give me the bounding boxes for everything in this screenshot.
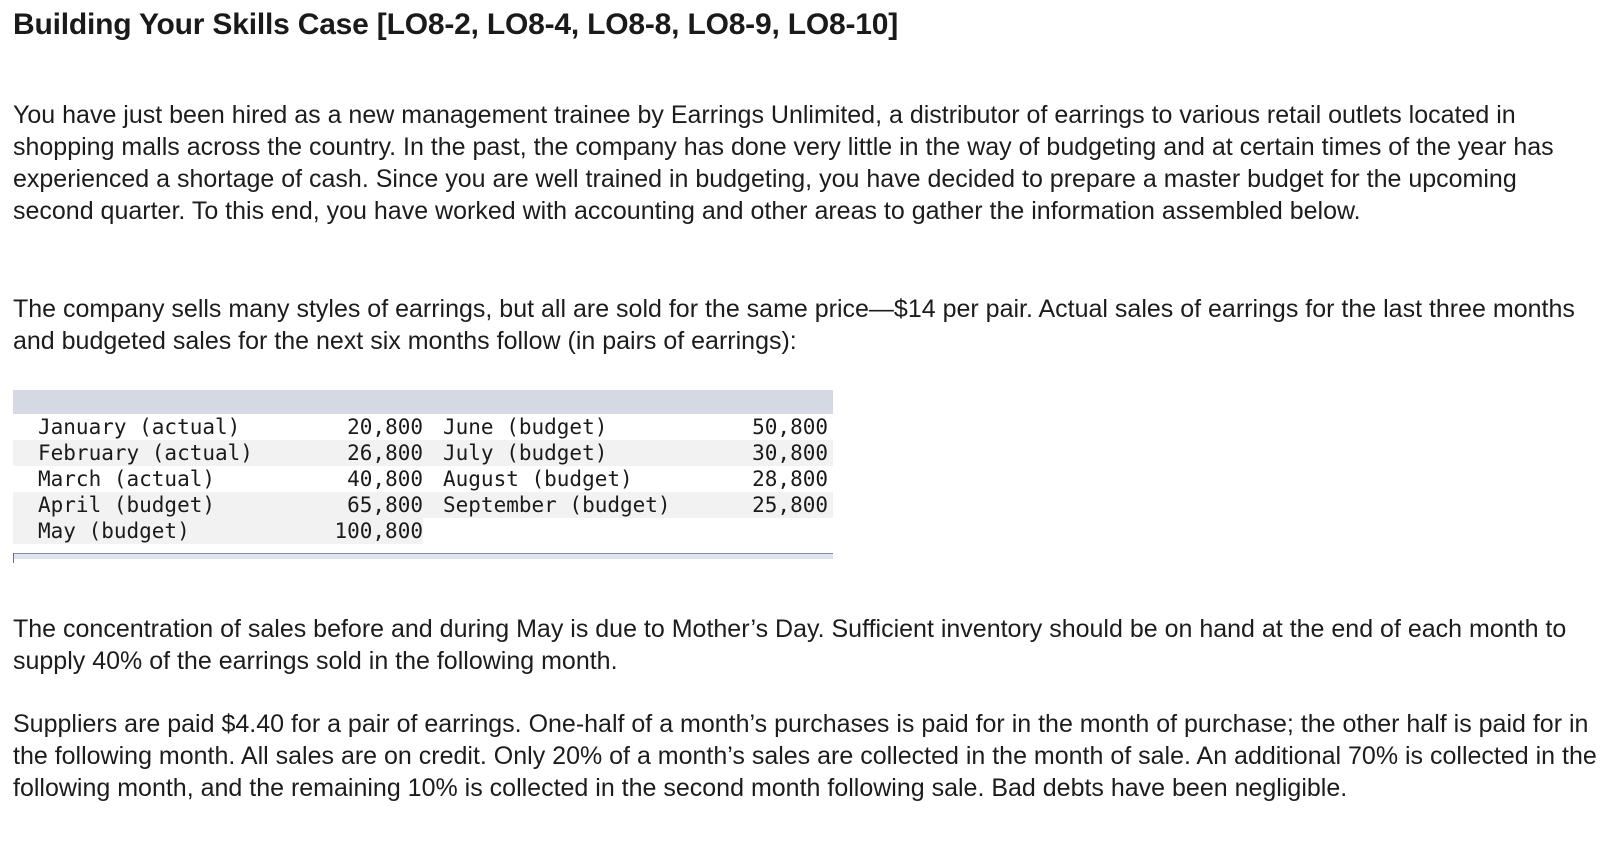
sales-table [13,390,833,570]
intro-paragraph: You have just been hired as a new management trainee by Earrings Unlimited, a distributor of earrings to various retail outlets located in shopping malls across the country. In the past, the company has done very little in the way of budgeting and at certain times of the year has experienced a shortage of cash. Since you are well trained in budgeting, you have decided to prepare a master budget for the upcoming second quarter. To this end, you have worked with accounting and other areas to gather the information assembled below. [13,101,1554,225]
month-label: May (budget) [38,519,190,543]
table-footer-bar [13,553,833,559]
sales-value: 100,800 [334,519,423,543]
sales-value: 25,800 [752,493,828,517]
month-label: July (budget) [443,441,608,465]
sales-value: 40,800 [347,467,423,491]
sales-value: 30,800 [752,441,828,465]
case-title: Building Your Skills Case [LO8-2, LO8-4, LO8-8, LO8-9, LO8-10] [13,8,899,41]
month-label: February (actual) [38,441,253,465]
table-row [13,466,833,492]
table-row [13,414,833,440]
month-label: March (actual) [38,467,216,491]
month-label: August (budget) [443,467,633,491]
inventory-paragraph: The concentration of sales before and during May is due to Mother’s Day. Sufficient inventory should be on hand at the end of each month to supply 40% of the earrings sold in the following month. [13,615,1567,675]
table-footer-tick [13,553,14,563]
sales-value: 50,800 [752,415,828,439]
sales-value: 28,800 [752,467,828,491]
table-row [13,440,833,466]
table-header-bar [13,390,833,414]
month-label: January (actual) [38,415,241,439]
month-label: September (budget) [443,493,671,517]
table-body [13,414,833,553]
month-label: April (budget) [38,493,216,517]
sales-value: 26,800 [347,441,423,465]
month-label: June (budget) [443,415,608,439]
table-row [13,518,833,544]
sales-value: 65,800 [347,493,423,517]
sales-value: 20,800 [347,415,423,439]
table-row [13,492,833,518]
collections-paragraph: Suppliers are paid $4.40 for a pair of earrings. One-half of a month’s purchases is paid for in the month of purchase; the other half is paid for in the following month. All sales are on credit. Only 20% of a month’s sales are collected in the month of sale. An additional 70% is collected in the following month, and the remaining 10% is collected in the second month following sale. Bad debts have been negligible. [13,710,1597,802]
pricing-paragraph: The company sells many styles of earrings, but all are sold for the same price—$14 per pair. Actual sales of earrings for the last three months and budgeted sales for the next six months follow (in pairs of earrings): [13,295,1575,355]
